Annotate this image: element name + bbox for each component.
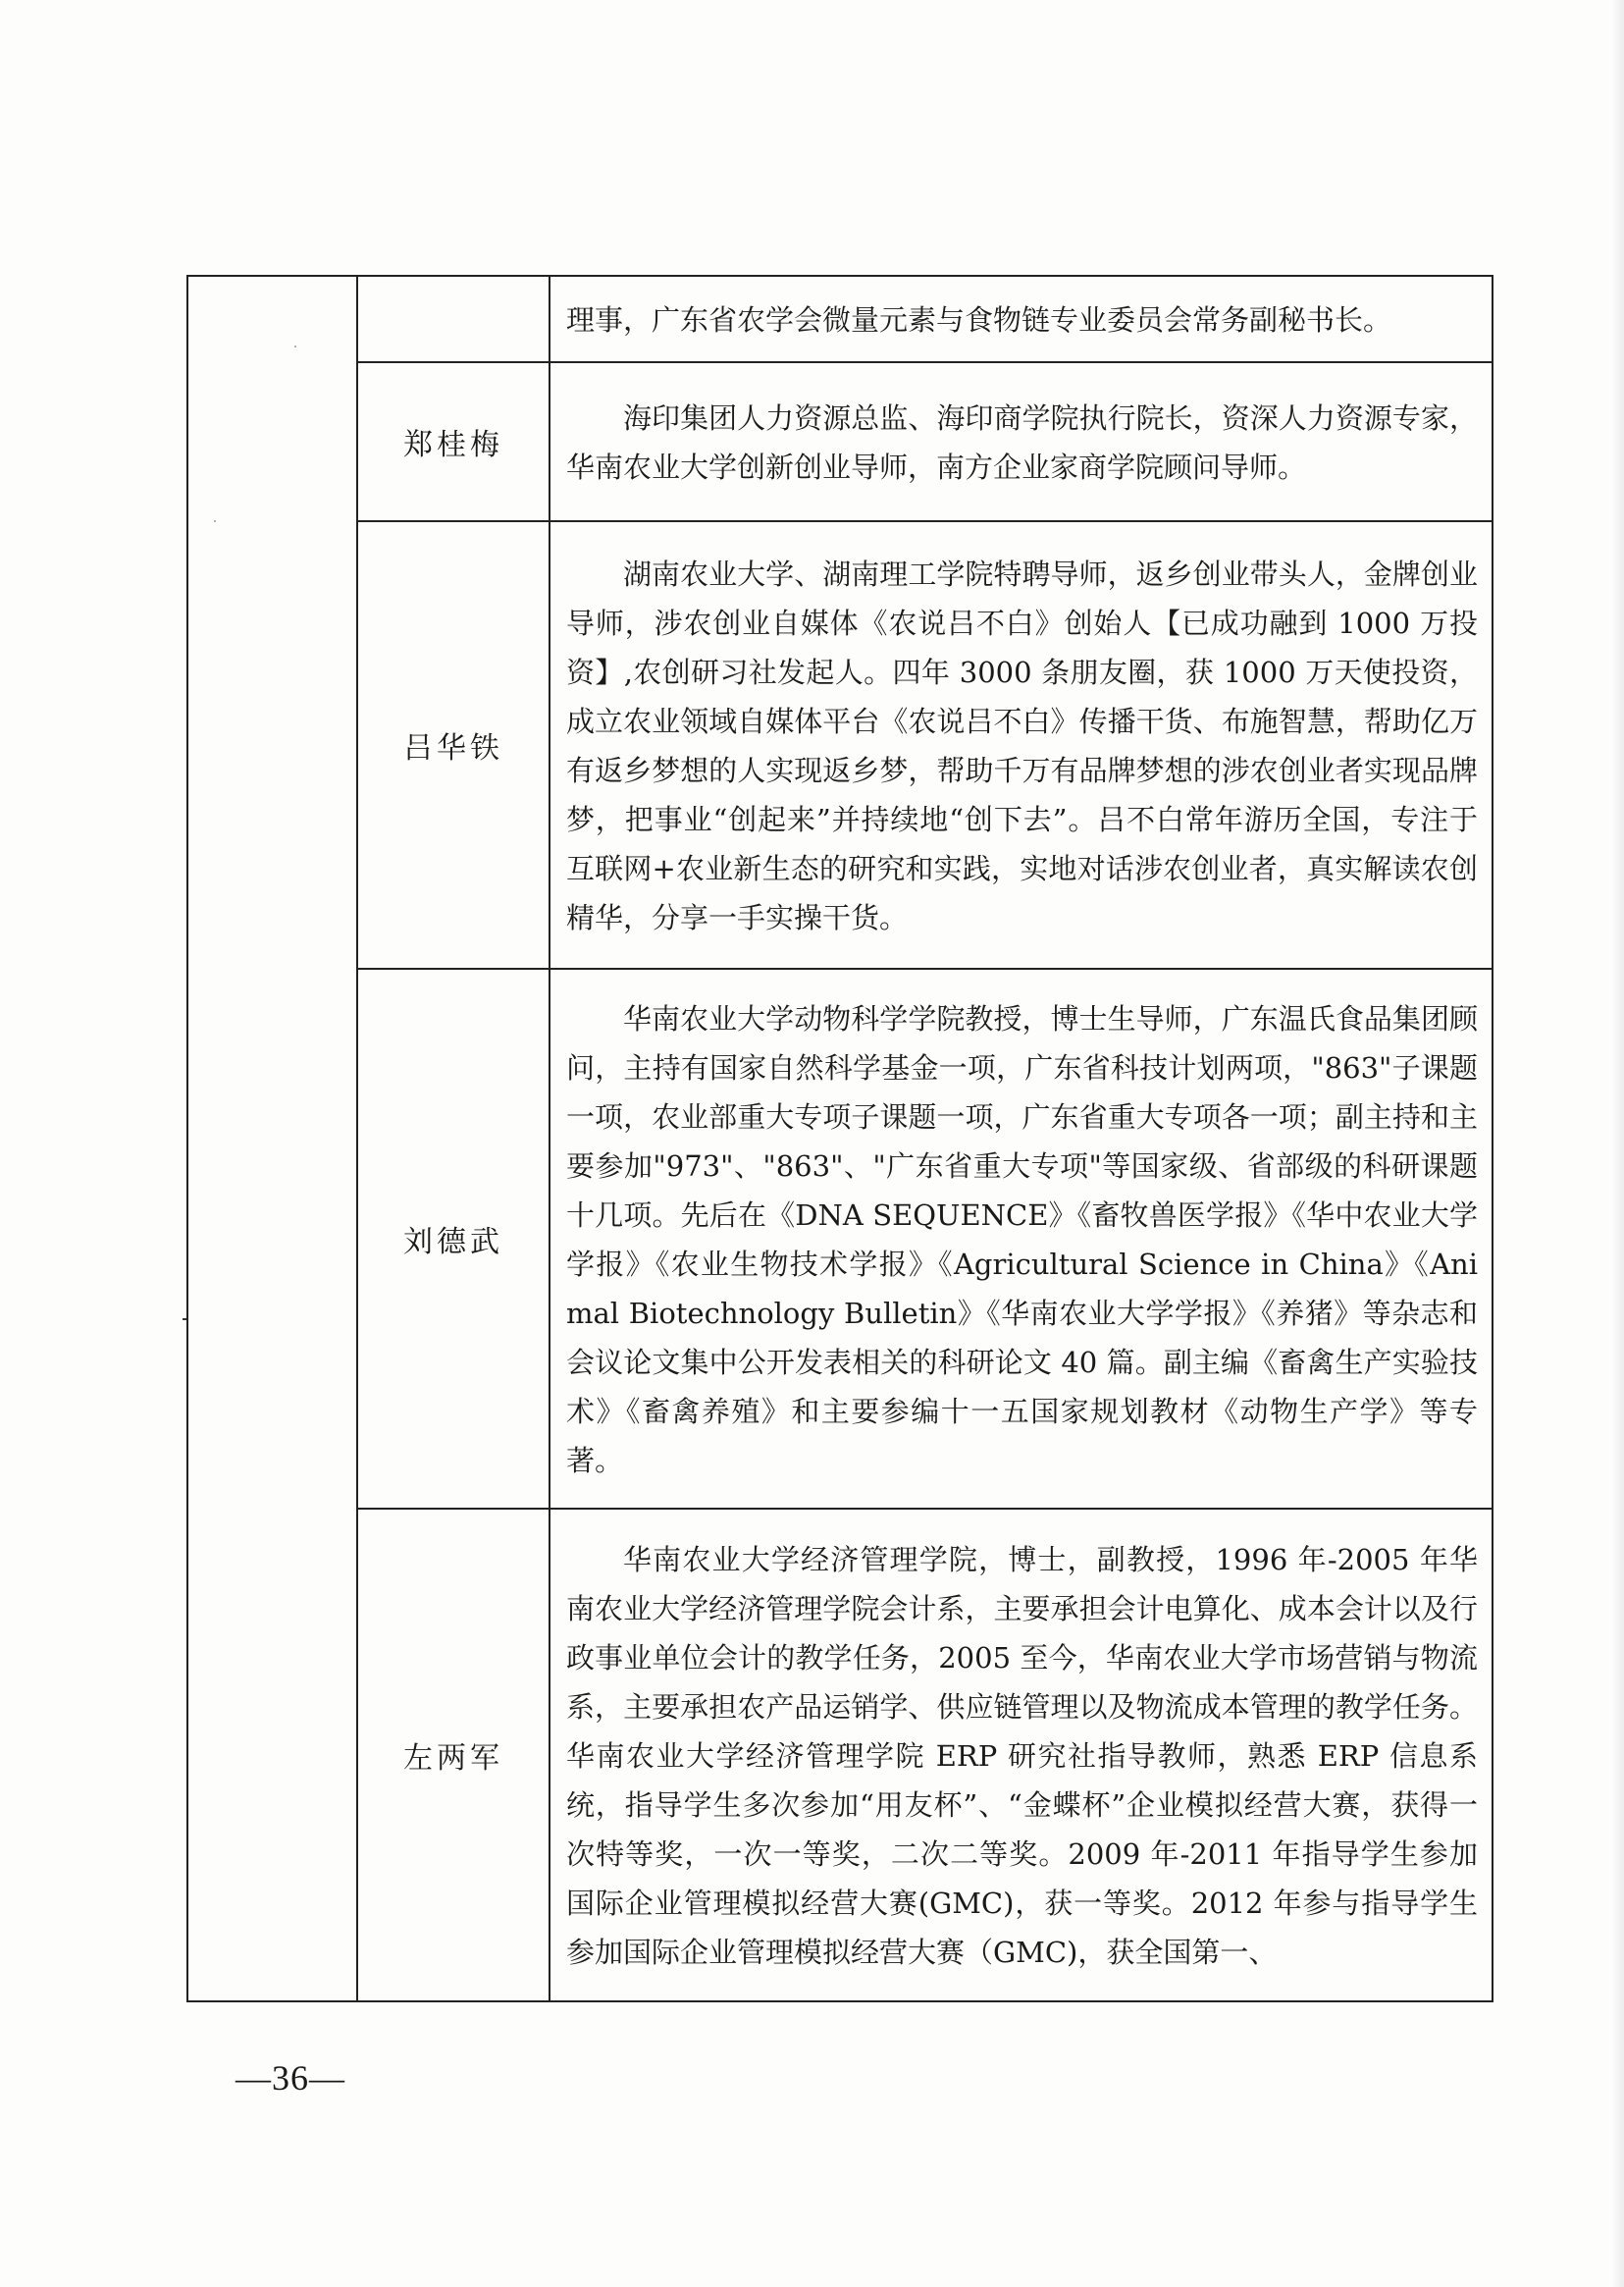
mentor-name: 郑桂梅 xyxy=(357,362,550,521)
description-text: 理事，广东省农学会微量元素与食物链专业委员会常务副秘书长。 xyxy=(566,303,1392,337)
mentor-name: 左两军 xyxy=(357,1509,550,2001)
table-row xyxy=(187,1509,1493,2001)
mentor-description xyxy=(550,969,1493,1509)
mentor-description xyxy=(550,276,1493,362)
mentor-table xyxy=(186,275,1493,2002)
mentor-description xyxy=(550,1509,1493,2001)
scan-edge xyxy=(1610,0,1624,2287)
table-row xyxy=(187,521,1493,969)
table-row xyxy=(187,969,1493,1509)
description-text: 湖南农业大学、湖南理工学院特聘导师，返乡创业带头人，金牌创业导师，涉农创业自媒体《农说吕不白》创始人【已成功融到 1000 万投资】,农创研习社发起人。四年 3000 条朋友圈，获 1000 万天使投资，成立农业领域自媒体平台《农说吕不白》传播干货、布施智慧，帮助亿万有返乡梦想的人实现返乡梦，帮助千万有品牌梦想的涉农创业者实现品牌梦，把事业“创起来”并持续地“创下去”。吕不白常年游历全国，专注于互联网+农业新生态的研究和实践，实地对话涉农创业者，真实解读农创精华，分享一手实操干货。 xyxy=(566,558,1478,934)
mentor-name xyxy=(357,276,550,362)
mentor-name: 刘德武 xyxy=(357,969,550,1509)
mentor-name: 吕华铁 xyxy=(357,521,550,969)
group-cell xyxy=(187,276,357,2001)
table-row xyxy=(187,362,1493,521)
description-text: 海印集团人力资源总监、海印商学院执行院长，资深人力资源专家，华南农业大学创新创业导师，南方企业家商学院顾问导师。 xyxy=(566,401,1478,484)
description-text: 华南农业大学动物科学学院教授，博士生导师，广东温氏食品集团顾问，主持有国家自然科学基金一项，广东省科技计划两项，"863"子课题一项，农业部重大专项子课题一项，广东省重大专项各一项；副主持和主要参加"973"、"863"、"广东省重大专项"等国家级、省部级的科研课题十几项。先后在《DNA SEQUENCE》《畜牧兽医学报》《华中农业大学学报》《农业生物技术学报》《Agricultural Science in China》《Animal Biotechnology Bulletin》《华南农业大学学报》《养猪》等杂志和会议论文集中公开发表相关的科研论文 40 篇。副主编《畜禽生产实验技术》《畜禽养殖》和主要参编十一五国家规划教材《动物生产学》等专著。 xyxy=(566,1002,1478,1477)
mentor-description xyxy=(550,521,1493,969)
table-row xyxy=(187,276,1493,362)
mentor-description xyxy=(550,362,1493,521)
page-number: —36— xyxy=(236,2058,345,2098)
description-text: 华南农业大学经济管理学院，博士，副教授，1996 年-2005 年华南农业大学经济管理学院会计系，主要承担会计电算化、成本会计以及行政事业单位会计的教学任务，2005 至今，华南农业大学市场营销与物流系，主要承担农产品运销学、供应链管理以及物流成本管理的教学任务。华南农业大学经济管理学院 ERP 研究社指导教师，熟悉 ERP 信息系统，指导学生多次参加“用友杯”、“金蝶杯”企业模拟经营大赛，获得一次特等奖，一次一等奖，二次二等奖。2009 年-2011 年指导学生参加国际企业管理模拟经营大赛(GMC)，获一等奖。2012 年参与指导学生参加国际企业管理模拟经营大赛（GMC)，获全国第一、 xyxy=(566,1543,1478,1969)
